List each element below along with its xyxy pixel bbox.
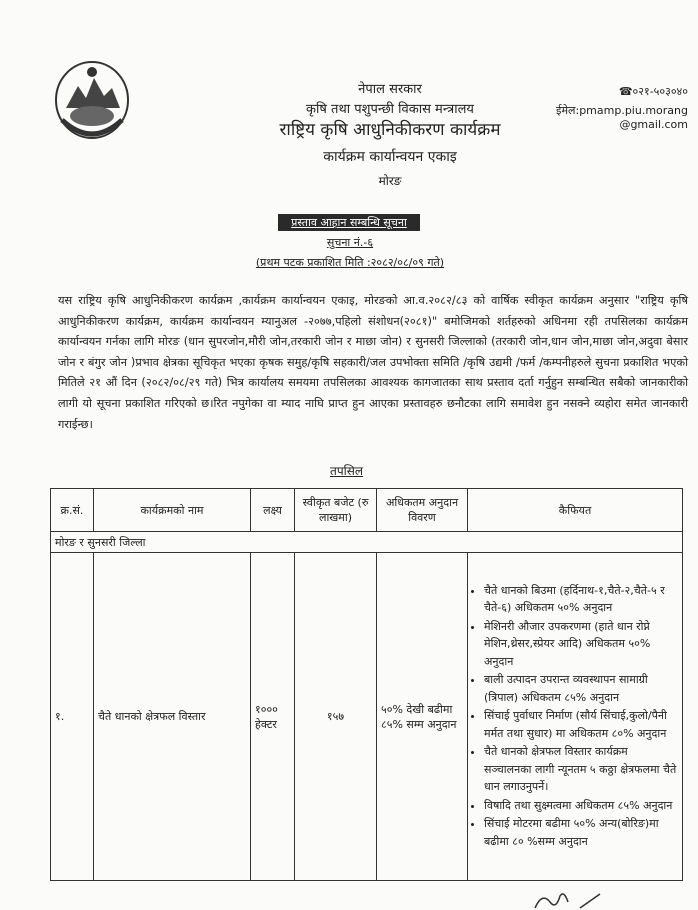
list-item: • चैते धानको क्षेत्रफल विस्तार कार्यक्रम सञ्चालनका लागी न्यूनतम ५ कठ्ठा क्षेत्रफलमा चैते धान लगाउनुपर्ने। <box>484 743 678 796</box>
header-remarks: कैफियत <box>468 489 683 532</box>
cell-target: १००० हेक्टर <box>251 553 295 881</box>
district-label: मोरङ र सुनसरी जिल्ला <box>51 532 683 553</box>
cell-budget: १५७ <box>295 553 377 881</box>
header-target: लक्ष्य <box>251 489 295 532</box>
remarks-list <box>472 582 678 851</box>
list-item: • बाली उत्पादन उपरान्त व्यवस्थापन सामाग्री (त्रिपाल) अधिकतम ८५% अनुदान <box>484 671 678 706</box>
header-ministry: कृषि तथा पशुपन्छी विकास मन्त्रालय <box>306 102 474 117</box>
header-government: नेपाल सरकार <box>358 82 422 97</box>
header-grant: अधिकतम अनुदान विवरण <box>377 489 468 532</box>
list-item: • सिंचाई पुर्वाधार निर्माण (सौर्य सिंचाई,कुलो/पैनी मर्मत तथा सुधार) मा अधिकतम ८०% अनुदान <box>484 707 678 742</box>
header-name: कार्यक्रमको नाम <box>94 489 251 532</box>
table-header-row <box>51 489 683 532</box>
list-item: • विषादि तथा सुक्ष्मत्वमा अधिकतम ८५% अनुदान <box>484 797 678 815</box>
header-program: राष्ट्रिय कृषि आधुनिकीकरण कार्यक्रम <box>279 120 501 140</box>
nepal-government-emblem <box>52 58 132 144</box>
phone-number: ☎०२१-५०३०४० <box>618 85 688 98</box>
header-unit: कार्यक्रम कार्यान्वयन एकाइ <box>323 149 457 165</box>
signature <box>530 888 610 910</box>
list-item: • मेशिनरी औजार उपकरणमा (हाते धान रोप्ने मेशिन,थ्रेसर,स्प्रेयर आदि) अधिकतम ५०% अनुदान <box>484 618 678 671</box>
notice-date: (प्रथम पटक प्रकाशित मिति :२०८२/०८/०९ गते) <box>255 256 445 269</box>
cell-remarks <box>468 553 683 881</box>
cell-sn: १. <box>51 553 94 881</box>
cell-grant: ५०% देखी बढीमा ८५% सम्म अनुदान <box>377 553 468 881</box>
list-item: • सिंचाई मोटरमा बढीमा ५०% अन्य(बोरिङ)मा बढीमा ८० %सम्म अनुदान <box>484 815 678 850</box>
notice-number: सुचना नं.-६ <box>326 236 374 249</box>
list-item: • चैते धानको बिउमा (हर्दिनाथ-१,चैते-२,चैते-५ र चैते-६) अधिकतम ५०% अनुदान <box>484 582 678 617</box>
program-table <box>50 488 683 881</box>
district-row <box>51 532 683 553</box>
notice-title: प्रस्ताव आहान सम्बन्धि सूचना <box>278 214 420 231</box>
table-row <box>51 553 683 881</box>
header-sn: क्र.सं. <box>51 489 94 532</box>
email-address: ईमेल:pmamp.piu.morang @gmail.com <box>556 104 688 131</box>
header-district: मोरङ <box>378 174 402 188</box>
cell-name: चैते धानको क्षेत्रफल विस्तार <box>94 553 251 881</box>
table-caption: तपसिल <box>330 464 364 478</box>
header-budget: स्वीकृत बजेट (रु लाखमा) <box>295 489 377 532</box>
notice-body: यस राष्ट्रिय कृषि आधुनिकीकरण कार्यक्रम ,कार्यक्रम कार्यान्वयन एकाइ, मोरङको आ.व.२०८२/८३ को वार्षिक स्वीकृत कार्यक्रम अनुसार "राष्ट्रिय कृषि आधुनिकीकरण कार्यक्रम, कार्यक्रम कार्यान्वयन म्यानुअल -२०७७,पहिलो संशोधन(२०८१)" बमोजिमको शर्तहरुको अधिनमा रही तपसिलका कार्यक्रम कार्यान्वयन गर्नका लागि मोरङ (धान सुपरजोन,मौरी जोन,तरकारी जोन र माछा जोन) र सुनसरी जिल्लाको (तरकारी जोन,धान जोन,माछा जोन,अदुवा बेसार जोन र बंगुर जोन )प्रभाव क्षेत्रका सूचिकृत भएका कृषक समुह/कृषि सहकारी/जल उपभोक्ता समिति /कृषि उद्यमी /फर्म /कम्पनीहरुले सुचना प्रकाशित भएको मितिले २१ औं दिन (२०८२/०८/२९ गते) भित्र कार्यालय समयमा तपसिलका आवश्यक कागजातका साथ प्रस्ताव दर्ता गर्नुहुन सम्बन्धित सबैको जानकारीको लागी यो सूचना प्रकाशित गरिएको छ।रित नपुगेका वा म्याद नाघि प्राप्त हुन आएका प्रस्तावहरु छनौटका लागि समावेश हुन नसक्ने व्यहोरा समेत जानकारी गराईन्छ। <box>58 294 688 431</box>
